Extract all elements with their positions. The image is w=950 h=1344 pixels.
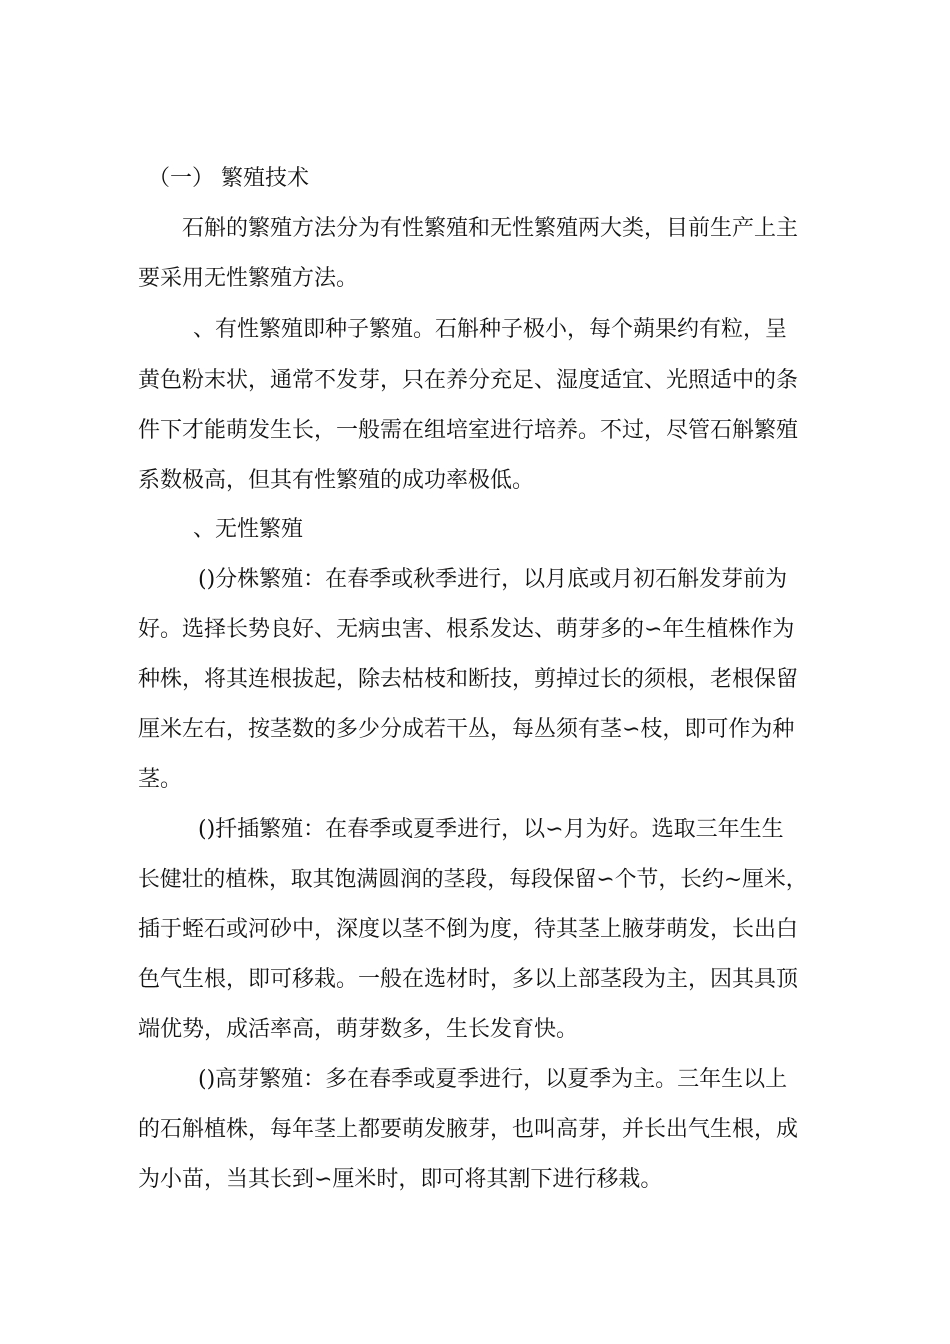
paragraph-line: 系数极高，但其有性繁殖的成功率极低。 [138,468,535,493]
paragraph-line: ()高芽繁殖：多在春季或夏季进行，以夏季为主。三年生以上 [198,1067,788,1092]
paragraph-line: 好。选择长势良好、无病虫害、根系发达、萌芽多的∽年生植株作为 [138,617,795,642]
section-heading: （一） 繁殖技术 [148,166,309,191]
paragraph-line: 、有性繁殖即种子繁殖。石斛种子极小，每个蒴果约有粒，呈 [193,317,788,342]
paragraph-line: 色气生根，即可移栽。一般在选材时，多以上部茎段为主，因其具顶 [138,967,799,992]
paragraph-line: 件下才能萌发生长，一般需在组培室进行培养。不过，尽管石斛繁殖 [138,418,799,443]
paragraph-line: ()分株繁殖：在春季或秋季进行，以月底或月初石斛发芽前为 [198,567,788,592]
paragraph-line: 长健壮的植株，取其饱满圆润的茎段，每段保留∽个节，长约~厘米， [138,867,808,892]
paragraph-line: 种株，将其连根拔起，除去枯枝和断技，剪掉过长的须根，老根保留 [138,667,799,692]
paragraph-line: 黄色粉末状，通常不发芽，只在养分充足、湿度适宜、光照适中的条 [138,368,799,393]
paragraph-line: 要采用无性繁殖方法。 [138,266,359,291]
paragraph-line: 插于蛭石或河砂中，深度以茎不倒为度，待其茎上腋芽萌发，长出白 [138,917,799,942]
paragraph-line: 石斛的繁殖方法分为有性繁殖和无性繁殖两大类，目前生产上主 [182,216,799,241]
paragraph-line: 的石斛植株，每年茎上都要萌发腋芽，也叫高芽，并长出气生根，成 [138,1117,799,1142]
paragraph-line: ()扦插繁殖：在春季或夏季进行，以∽月为好。选取三年生生 [198,817,784,842]
paragraph-line: 茎。 [138,767,183,792]
paragraph-line: 为小苗，当其长到∽厘米时，即可将其割下进行移栽。 [138,1167,663,1192]
paragraph-line: 端优势，成活率高，萌芽数多，生长发育快。 [138,1017,579,1042]
paragraph-line: 厘米左右，按茎数的多少分成若干丛，每丛须有茎∽枝，即可作为种 [138,717,795,742]
subsection-heading: 、无性繁殖 [193,517,304,542]
